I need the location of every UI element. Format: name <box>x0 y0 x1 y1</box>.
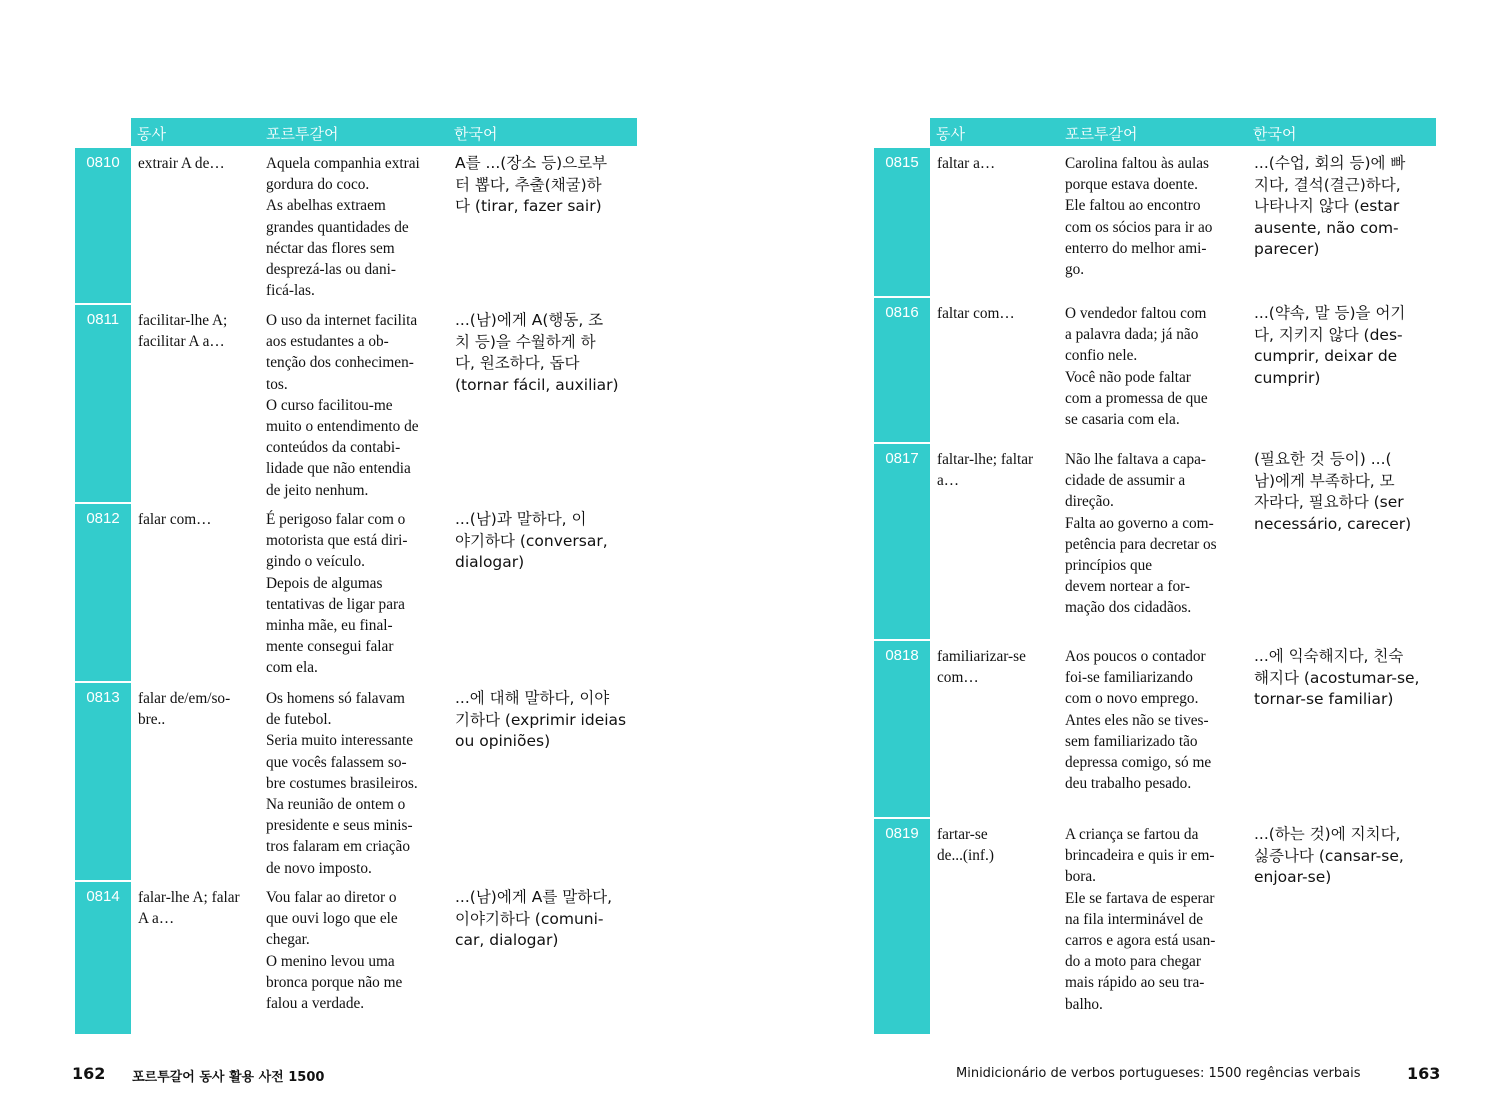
entry-verb: faltar a… <box>937 155 996 172</box>
entry-korean-meaning: ...(약속, 말 등)을 어기 다, 지키지 않다 (des- cumprir, deixar de cumprir) <box>1254 304 1406 387</box>
entry-korean-meaning: ...에 대해 말하다, 이야 기하다 (exprimir ideias ou opiniões) <box>455 689 627 750</box>
entry-verb: falar com… <box>138 511 212 528</box>
entry-portuguese-examples: O uso da internet facilita aos estudantes a ob- tenção dos conhecimen- tos. O curso facilitou-me muito o entendimento de conteúdos da contabi- lidade que não entendia de jeito nenhum. <box>266 312 419 499</box>
list-item <box>75 148 645 305</box>
entry-number: 0816 <box>874 298 930 442</box>
entry-verb: extrair A de… <box>138 155 225 172</box>
table-header <box>131 118 637 146</box>
entry-number: 0819 <box>874 819 930 1034</box>
header-portuguese: 포르투갈어 <box>1065 125 1138 143</box>
entry-korean-meaning: ...(남)에게 A(행동, 조 치 등)을 수월하게 하 다, 원조하다, 돕다 (tornar fácil, auxiliar) <box>455 311 619 394</box>
page-number: 162 <box>72 1064 106 1083</box>
entry-portuguese-examples: Não lhe faltava a capa- cidade de assumir a direção. Falta ao governo a com- petência para decretar os princípios que devem nortear a for- mação dos cidadãos. <box>1065 451 1217 617</box>
entry-portuguese-examples: É perigoso falar com o motorista que está diri- gindo o veículo. Depois de algumas tentativas de ligar para minha mãe, eu final- mente consegui falar com ela. <box>266 511 408 677</box>
list-item <box>874 148 1444 298</box>
entry-korean-meaning: A를 ...(장소 등)으로부 터 뽑다, 추출(채굴)하 다 (tirar, fazer sair) <box>455 154 608 215</box>
entry-list <box>75 148 645 1034</box>
entry-korean-meaning: ...(남)과 말하다, 이 야기하다 (conversar, dialogar) <box>455 510 608 571</box>
book-title: 포르투갈어 동사 활용 사전 1500 <box>132 1070 325 1085</box>
entry-number: 0810 <box>75 148 131 303</box>
list-item <box>75 504 645 683</box>
header-korean: 한국어 <box>1253 125 1297 143</box>
table-header <box>930 118 1436 146</box>
entry-verb: facilitar-lhe A; facilitar A a… <box>138 312 228 351</box>
entry-verb: fartar-se de...(inf.) <box>937 826 994 865</box>
right-page <box>756 0 1512 1111</box>
entry-korean-meaning: ...에 익숙해지다, 친숙 해지다 (acostumar-se, tornar-se familiar) <box>1254 647 1420 708</box>
list-item <box>75 683 645 882</box>
entry-verb: faltar com… <box>937 305 1015 322</box>
entry-verb: familiarizar-se com… <box>937 648 1026 687</box>
entry-verb: faltar-lhe; faltar a… <box>937 451 1034 490</box>
page-number: 163 <box>1407 1064 1441 1083</box>
entry-number: 0817 <box>874 444 930 639</box>
list-item <box>874 641 1444 819</box>
header-korean: 한국어 <box>454 125 498 143</box>
entry-portuguese-examples: Aos poucos o contador foi-se familiarizando com o novo emprego. Antes eles não se tives- sem familiarizado tão depressa comigo, só me deu trabalho pesado. <box>1065 648 1212 793</box>
list-item <box>75 305 645 504</box>
entry-portuguese-examples: Carolina faltou às aulas porque estava doente. Ele faltou ao encontro com os sócios para ir ao enterro do melhor ami- go. <box>1065 155 1213 279</box>
entry-list <box>874 148 1444 1034</box>
entry-number: 0815 <box>874 148 930 296</box>
entry-portuguese-examples: A criança se fartou da brincadeira e quis ir em- bora. Ele se fartava de esperar na fila interminável de carros e agora está usan- do a moto para chegar mais rápido ao seu tra- balho. <box>1065 826 1216 1013</box>
header-verb: 동사 <box>137 125 166 143</box>
entry-number: 0814 <box>75 882 131 1034</box>
book-title: Minidicionário de verbos portugueses: 1500 regências verbais <box>956 1066 1361 1081</box>
header-verb: 동사 <box>936 125 965 143</box>
entry-korean-meaning: ...(수업, 회의 등)에 빠 지다, 결석(결근)하다, 나타나지 않다 (estar ausente, não com- parecer) <box>1254 154 1406 258</box>
entry-korean-meaning: ...(하는 것)에 지치다, 싫증나다 (cansar-se, enjoar-se) <box>1254 825 1404 886</box>
entry-number: 0818 <box>874 641 930 817</box>
entry-portuguese-examples: Vou falar ao diretor o que ouvi logo que ele chegar. O menino levou uma bronca porque não me falou a verdade. <box>266 889 403 1013</box>
entry-korean-meaning: (필요한 것 등이) ...( 남)에게 부족하다, 모 자라다, 필요하다 (ser necessário, carecer) <box>1254 450 1412 533</box>
entry-verb: falar de/em/so- bre.. <box>138 690 231 729</box>
entry-portuguese-examples: Aquela companhia extrai gordura do coco. As abelhas extraem grandes quantidades de néctar das flores sem desprezá-las ou dani- ficá-las. <box>266 155 420 300</box>
entry-number: 0811 <box>75 305 131 502</box>
entry-number: 0812 <box>75 504 131 681</box>
list-item <box>874 298 1444 444</box>
header-portuguese: 포르투갈어 <box>266 125 339 143</box>
entry-verb: falar-lhe A; falar A a… <box>138 889 240 928</box>
list-item <box>75 882 645 1034</box>
entry-portuguese-examples: Os homens só falavam de futebol. Seria muito interessante que vocês falassem so- bre costumes brasileiros. Na reunião de ontem o presidente e seus minis- tros falaram em criação de novo imposto. <box>266 690 418 877</box>
entry-number: 0813 <box>75 683 131 880</box>
entry-korean-meaning: ...(남)에게 A를 말하다, 이야기하다 (comuni- car, dialogar) <box>455 888 613 949</box>
list-item <box>874 819 1444 1034</box>
entry-portuguese-examples: O vendedor faltou com a palavra dada; já não confio nele. Você não pode faltar com a promessa de que se casaria com ela. <box>1065 305 1208 429</box>
list-item <box>874 444 1444 641</box>
